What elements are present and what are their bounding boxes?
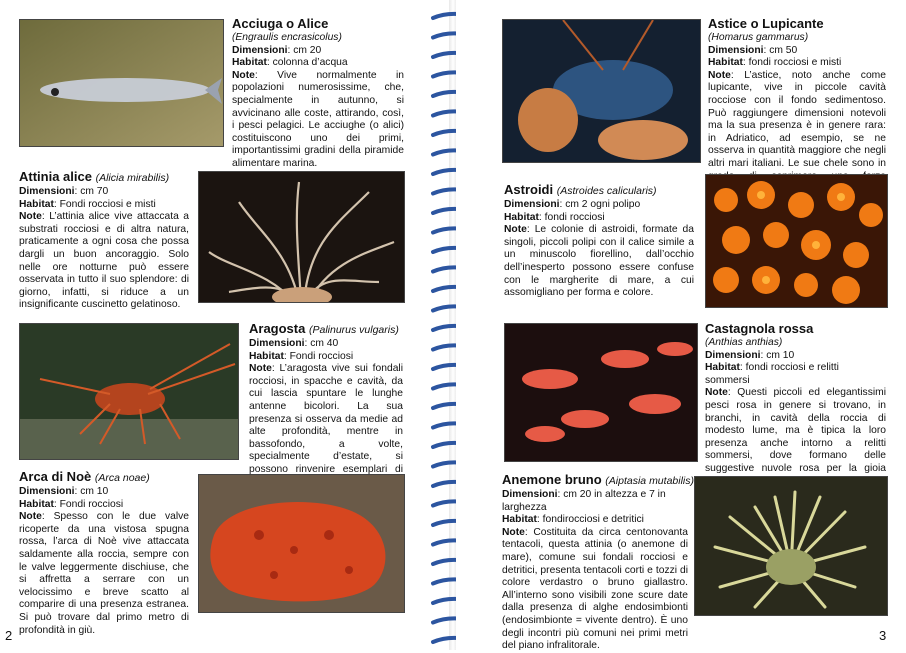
label-habitat: Habitat: [708, 57, 743, 69]
entry-anemone: [502, 472, 694, 653]
scientific-name: (Engraulis encrasicolus): [232, 32, 342, 43]
entry-title: Astice o Lupicante: [708, 16, 824, 31]
entry-acciuga: [232, 16, 404, 171]
label-note: Note: [19, 211, 42, 223]
anemone-photo: [694, 476, 888, 616]
entry-title: [19, 169, 189, 186]
dimensioni-value: : cm 2 ogni polipo: [559, 199, 641, 210]
right-page: [456, 0, 906, 650]
title-text: Aragosta: [249, 321, 306, 336]
astroidi-photo: [705, 174, 888, 308]
dimensioni-value: : cm 40: [304, 338, 339, 349]
label-dimensioni: Dimensioni: [708, 44, 764, 56]
entry-aragosta: [249, 321, 403, 489]
label-dimensioni: Dimensioni: [705, 349, 761, 361]
page-number-left: 2: [5, 628, 13, 643]
attinia-photo: [198, 171, 405, 303]
habitat-value: : Fondi rocciosi: [283, 350, 354, 362]
label-dimensioni: Dimensioni: [504, 199, 560, 210]
dimensioni-value: : cm 20: [287, 44, 322, 56]
label-habitat: Habitat: [19, 498, 54, 510]
entry-title: [504, 182, 694, 199]
scientific-name: (Astroides calicularis): [556, 185, 657, 197]
label-habitat: Habitat: [705, 362, 740, 374]
note-text: : L’astice, noto anche come lupicante, vive in piccole cavità rocciose con il fondo sedimentoso. Può raggiungere dimensioni notevoli ma la sua presenza è in genere rara: in Adriatico, ad esempio, se ne osserva in quantità maggiore che negli altri mari italiani. Le sue chele sono in: [708, 69, 886, 169]
scientific-name: (Aiptasia mutabilis): [605, 475, 694, 487]
castagnola-photo: [504, 323, 698, 462]
entry-title: [502, 472, 694, 489]
entry-attinia: [19, 169, 189, 312]
entry-castagnola: [705, 321, 886, 488]
habitat-value: : fondirocciosi e detritici: [536, 514, 644, 526]
title-text: Attinia alice: [19, 169, 92, 184]
note-text: : L’aragosta vive sui fondali rocciosi, in spacche e cavità, da cui lascia spuntare le lunghe antenne bicolori. La sua presenza si osserva da medie ad alte profondità, mentre in bassofondo, a volte, specialmente d’estate, si possono rinvenire esemplari di: [249, 363, 403, 475]
label-dimensioni: Dimensioni: [232, 44, 288, 56]
label-habitat: Habitat: [249, 350, 284, 362]
habitat-value: : colonna d’acqua: [266, 57, 348, 69]
scientific-name: (Anthias anthias): [705, 337, 783, 348]
label-dimensioni: Dimensioni: [19, 186, 75, 197]
label-note: Note: [708, 69, 731, 81]
note-text: : Vive normalmente in popolazioni numerosissime, che, specialmente in autunno, si avvicinano alle coste, attirando, così, i pesci pelagici. Le acciughe (o alici) costituiscono uno dei primi, importantissimi gradini della piramide alimentare marina.: [232, 69, 404, 169]
label-note: Note: [502, 526, 525, 538]
entry-title: Castagnola rossa: [705, 321, 814, 336]
scientific-name: (Arca noae): [94, 472, 150, 484]
dimensioni-value: : cm 10: [74, 486, 109, 497]
habitat-value: : Fondi rocciosi e misti: [53, 198, 156, 210]
scientific-name: (Alicia mirabilis): [95, 172, 170, 184]
entry-title: [249, 321, 403, 338]
label-note: Note: [504, 224, 527, 236]
note-text: : Le colonie di astroidi, formate da singoli, piccoli polipi con il calice simile a un minuscolo fiorellino, dall’occhio dell’inesperto possono essere confuse con le margherite di mare, a cui assomigliano per forma e colore.: [504, 224, 694, 299]
label-note: Note: [232, 69, 255, 81]
label-dimensioni: Dimensioni: [249, 338, 305, 349]
anchovy-photo: [19, 19, 224, 147]
title-text: Arca di Noè: [19, 469, 92, 484]
entry-title: [19, 469, 189, 486]
label-habitat: Habitat: [502, 514, 537, 526]
label-habitat: Habitat: [232, 57, 267, 69]
habitat-value: : fondi rocciosi e misti: [742, 57, 842, 69]
dimensioni-value: : cm 20 in altezza e 7 in larghezza: [502, 489, 666, 513]
note-text: : L’attinia alice vive attaccata a substrati rocciosi e di altra natura, praticamente a ogni cosa che possa dargli un buon ancoraggio. Solo nelle ore notturne può essere osservata in tutto il suo splendore: di giorno, infatti, si riduce a un insignificante cuscinetto gelatinoso.: [19, 211, 189, 311]
scientific-name: (Palinurus vulgaris): [308, 324, 399, 336]
entry-title: Acciuga o Alice: [232, 16, 329, 31]
habitat-value: : fondi rocciosi e relitti sommersi: [705, 362, 839, 386]
dimensioni-value: : cm 70: [74, 186, 109, 197]
dimensioni-value: : cm 50: [763, 44, 798, 56]
label-note: Note: [249, 363, 272, 375]
habitat-value: : Fondi rocciosi: [53, 498, 124, 510]
note-text: : Costituita da circa centonovanta tentacoli, questa attinia (o anemone di mare), comune sui fondali rocciosi e detritici, presenta tentacoli corti e tozzi di colore verdastro o bruno giallastro. All’interno sono visibili zone scure date dalla presenza di alghe endosimbionti (endosimbionte = vivente dentro). È uno degli incontri più comuni nei primi metri del piano infralitorale.: [502, 526, 688, 652]
habitat-value: : fondi rocciosi: [538, 211, 605, 223]
entry-astice: [708, 16, 886, 196]
label-note: Note: [705, 387, 728, 399]
astice-photo: [502, 19, 701, 163]
label-habitat: Habitat: [504, 211, 539, 223]
dimensioni-value: : cm 10: [760, 349, 795, 361]
note-text: : Questi piccoli ed elegantissimi pesci rosa in genere si trovano, in branchi, in cavità della roccia di modesto lume, ma è tipica la loro presenza anche intorno a relitti sommersi, dove formano delle suggestive nuvole rosa per la gioia: [705, 387, 886, 474]
scientific-name: (Homarus gammarus): [708, 32, 809, 43]
entry-astroidi: [504, 182, 694, 300]
title-text: Anemone bruno: [502, 472, 602, 487]
label-dimensioni: Dimensioni: [19, 486, 75, 497]
left-page: [0, 0, 450, 650]
entry-arca: [19, 469, 189, 637]
arca-photo: [198, 474, 405, 613]
label-habitat: Habitat: [19, 198, 54, 210]
aragosta-photo: [19, 323, 239, 460]
label-note: Note: [19, 511, 42, 523]
title-text: Astroidi: [504, 182, 554, 197]
note-text: : Spesso con le due valve ricoperte da una vistosa spugna rossa, l’arca di Noè vive attaccata saldamente alla roccia, sempre con le valve leggermente dischiuse, che si affretta a serrare con un velocissimo e breve scatto al comparire di una presenza estranea. Si può trovare dal primo metro di profondità in giù.: [19, 511, 189, 636]
label-dimensioni: Dimensioni: [502, 489, 558, 500]
page-number-right: 3: [879, 628, 887, 643]
